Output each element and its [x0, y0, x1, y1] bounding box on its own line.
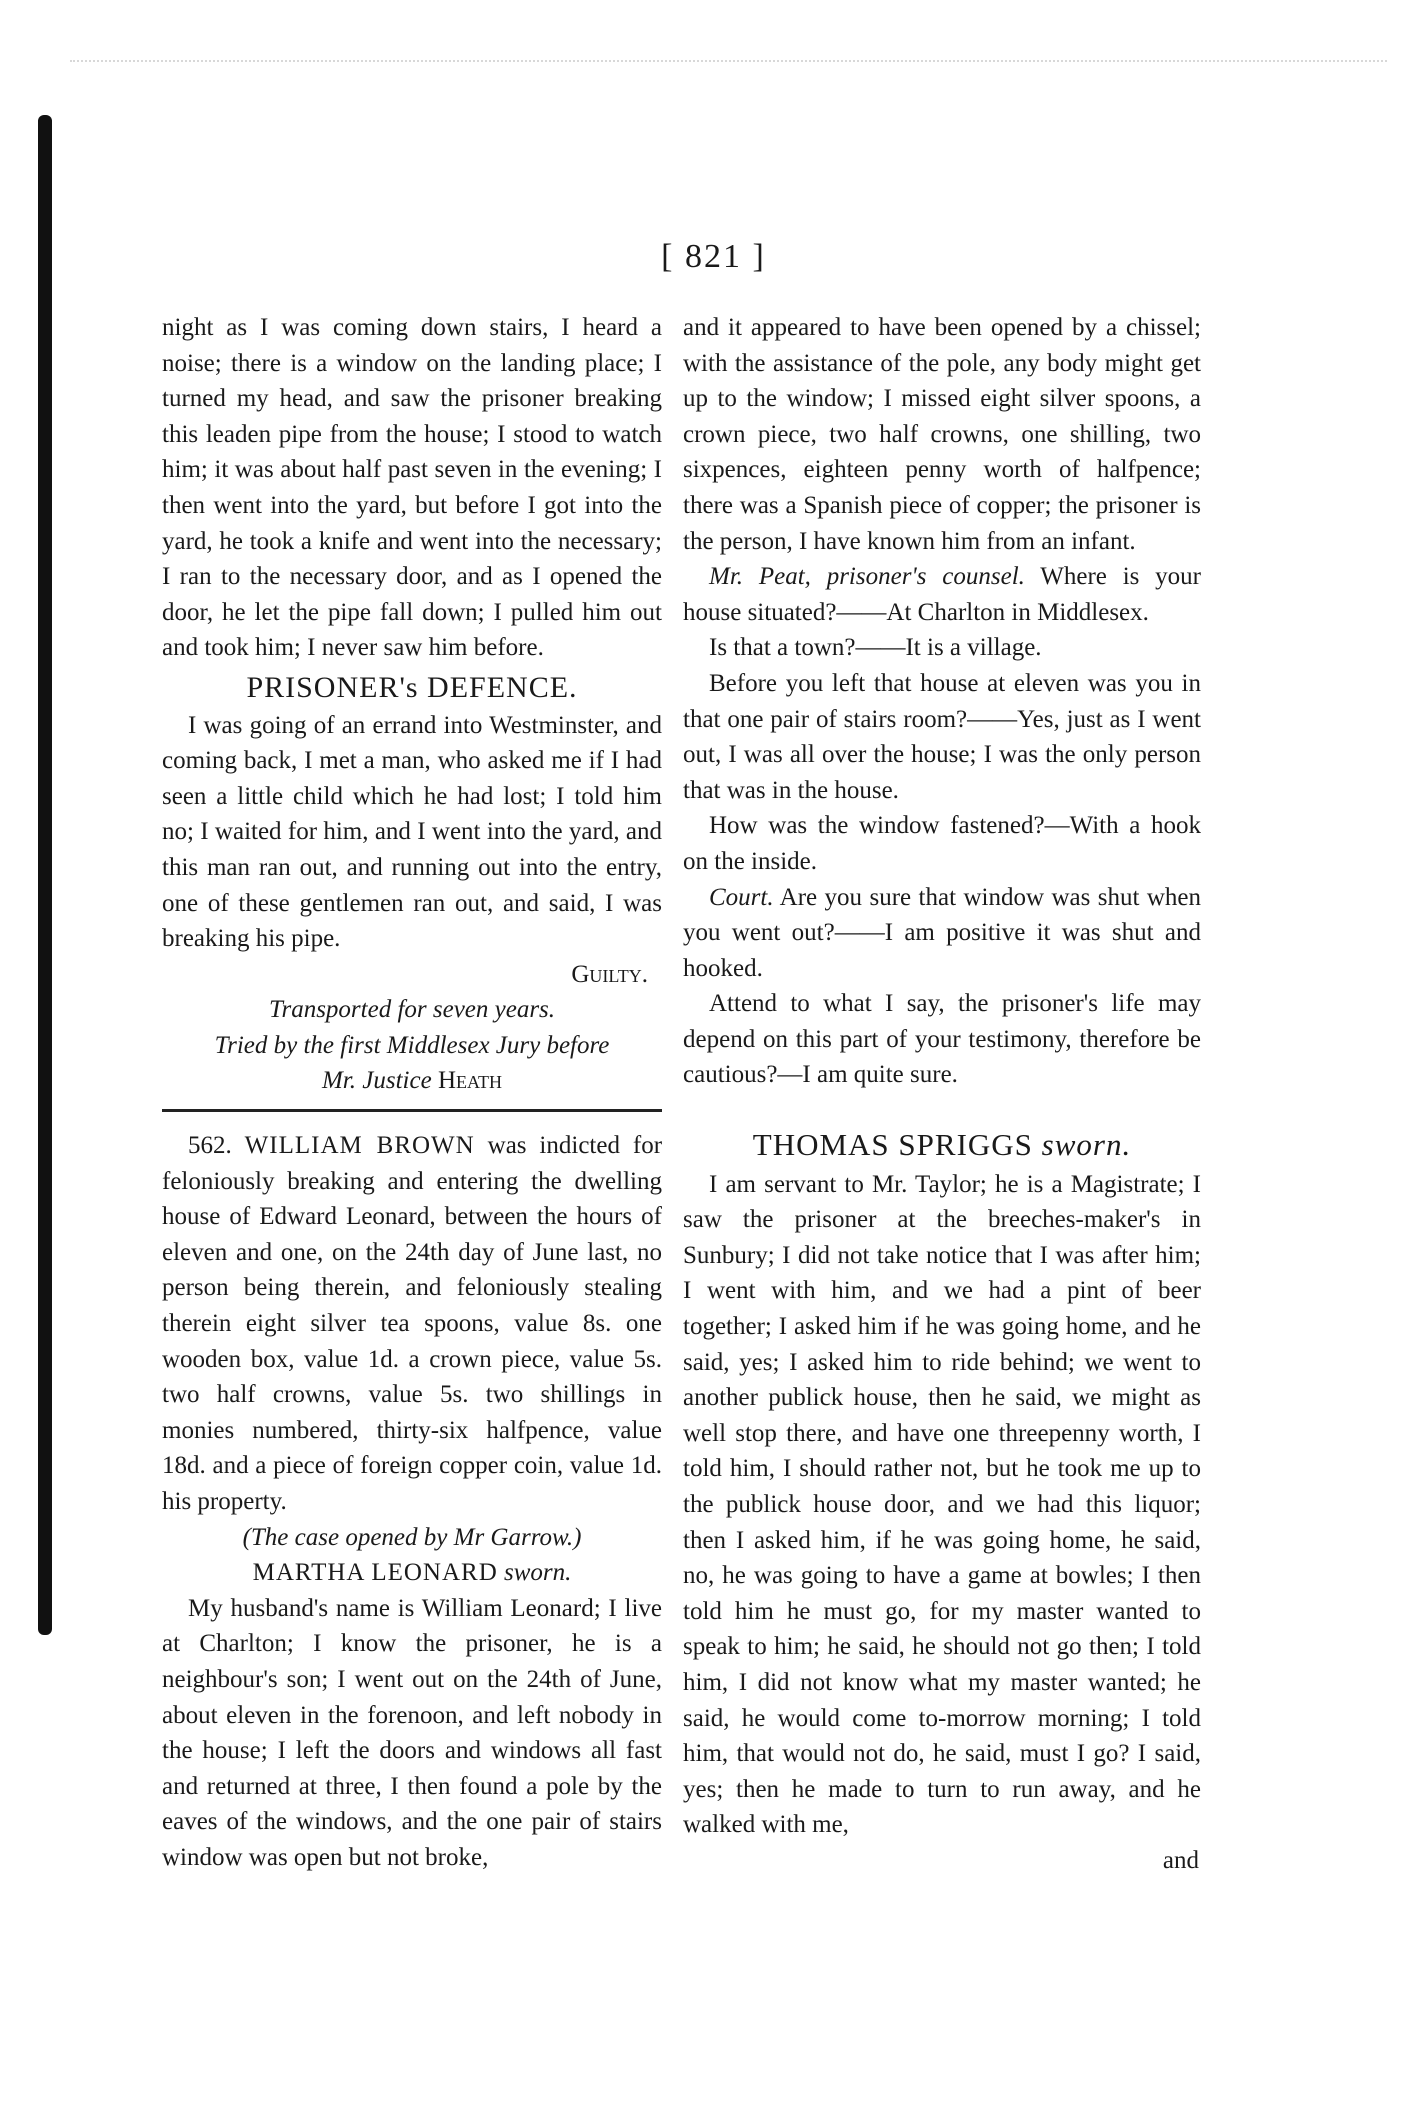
section-rule — [162, 1109, 662, 1112]
tried-line-1: Tried by the first Middlesex Jury before — [214, 1031, 610, 1059]
page-number: [ 821 ] — [661, 238, 766, 275]
binding-shadow — [38, 115, 52, 1635]
left-column — [162, 310, 662, 1876]
witness-testimony: My husband's name is William Leonard; I live at Charlton; I know the prisoner, he is a neighbour's son; I went out on the 24th of June, about eleven in the forenoon, and left nobody in the house; I left the doors and windows all fast and returned at three, I then found a pole by the eaves of the windows, and the one pair of stairs window was open but not broke, — [162, 1594, 662, 1871]
witness-heading-2 — [683, 1127, 1201, 1163]
right-column — [683, 310, 1201, 1879]
defence-heading: PRISONER's DEFENCE. — [246, 670, 578, 704]
question-town: Is that a town?——It is a village. — [709, 634, 1042, 662]
question-room: Before you left that house at eleven was you in that one pair of stairs room?——Yes, just as I went out, I was all over the house; I was the only person that was in the house. — [683, 669, 1201, 804]
sentence: Transported for seven years. — [268, 996, 556, 1024]
tried-judge-title: Mr. Justice — [321, 1067, 438, 1095]
case-opened: (The case opened by Mr Garrow.) — [242, 1523, 582, 1551]
case-number: 562. — [188, 1132, 232, 1160]
counsel-question — [683, 559, 1201, 630]
defence-text: I was going of an errand into Westminster, and coming back, I met a man, who asked me if I had seen a little child which he had lost; I told him no; I waited for him, and I went into the yard, and this man ran out, and running out into the entry, one of these gentlemen ran out, and said, I was breaking his pipe. — [162, 711, 662, 953]
tried-judge-name: Heath — [437, 1067, 502, 1095]
court-question — [683, 880, 1201, 987]
tried-line-2 — [162, 1063, 662, 1099]
counsel-text: Where is your house situated?——At Charlton in Middlesex. — [683, 563, 1201, 626]
witness-testimony-2: I am servant to Mr. Taylor; he is a Magistrate; I saw the prisoner at the breeches-maker's in Sunbury; I did not take notice that I was after him; I went with him, and we had a pint of beer together; I asked him if he was going home, and he said, yes; I asked him to ride behind; we went to another publick house, then he said, we might as well stop there, and have one threepenny worth, I told him, I should rather not, but he took me up to the publick house door, and we had this liquor; then I asked him, if he was going home, he said, no, he was going to have a game at bowles; I then told him he must go, for my master wanted to speak to him; he said, he should not go then; I told him, I did not know what my master wanted; he said, he would come to-morrow morning; I told him, that would not do, he said, must I go? I said, yes; then he made to turn to run away, and he walked with me, — [683, 1170, 1201, 1839]
court-speaker: Court. — [709, 883, 774, 911]
verdict: Guilty. — [571, 960, 648, 988]
question-window: How was the window fastened?—With a hook on the inside. — [683, 812, 1201, 875]
witness-name: MARTHA LEONARD — [252, 1559, 498, 1587]
testimony-paragraph: night as I was coming down stairs, I heard a noise; there is a window on the landing place; I turned my head, and saw the prisoner breaking this leaden pipe from the house; I stood to watch him; it was about half past seven in the evening; I then went into the yard, but before I got into the yard, he took a knife and went into the necessary; I ran to the necessary door, and as I opened the door, he let the pipe fall down; I pulled him out and took him; I never saw him before. — [162, 314, 662, 662]
witness-sworn: sworn. — [504, 1559, 572, 1587]
counsel-speaker: Mr. Peat, prisoner's counsel. — [709, 563, 1025, 591]
catchword: and — [1162, 1846, 1199, 1874]
witness-heading — [162, 1555, 662, 1591]
testimony-continued: and it appeared to have been opened by a chissel; with the assistance of the pole, any body might get up to the window; I missed eight silver spoons, a crown piece, two half crowns, one shilling, two sixpences, eighteen penny worth of halfpence; there was a Spanish piece of copper; the prisoner is the person, I have known him from an infant. — [683, 314, 1201, 555]
question-caution: Attend to what I say, the prisoner's life may depend on this part of your testimony, therefore be cautious?—I am quite sure. — [683, 990, 1201, 1089]
witness-name-2: THOMAS SPRIGGS — [752, 1127, 1033, 1163]
scan-artifact — [70, 60, 1387, 132]
court-text: Are you sure that window was shut when you went out?——I am positive it was shut and hooked. — [683, 883, 1201, 982]
defendant-name: WILLIAM BROWN — [244, 1132, 475, 1160]
indictment-text: was indicted for feloniously breaking and entering the dwelling house of Edward Leonard, between the hours of eleven and one, on the 24th day of June last, no person being therein, and feloniously stealing therein eight silver tea spoons, value 8s. one wooden box, value 1d. a crown piece, value 5s. two half crowns, value 5s. two shillings in monies numbered, thirty-six halfpence, value 18d. and a piece of foreign copper coin, value 1d. his property. — [162, 1132, 663, 1515]
indictment-paragraph — [162, 1128, 662, 1520]
witness-sworn-2: sworn. — [1041, 1127, 1132, 1163]
